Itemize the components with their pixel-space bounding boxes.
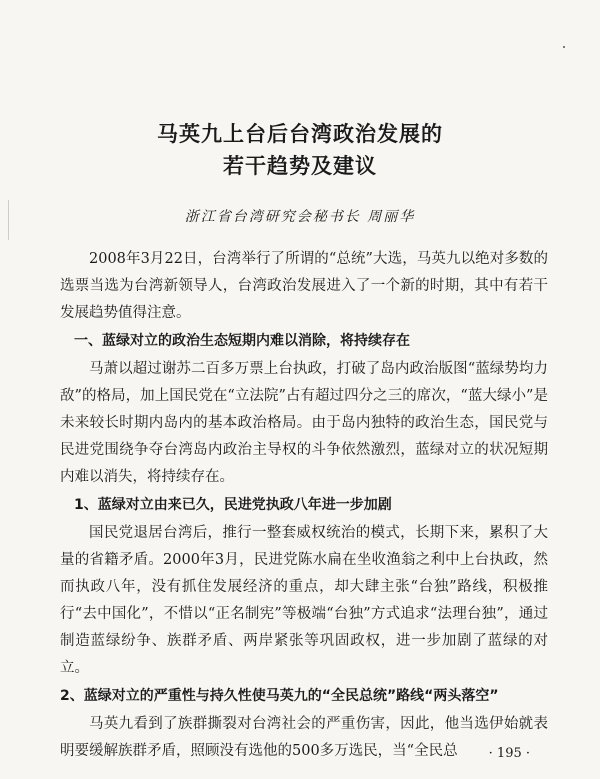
page-number: · 195 · [488,746,530,761]
subsection-2-heading: 2、蓝绿对立的严重性与持久性使马英九的“全民总统”路线“两头落空” [60,688,499,704]
author-line: 浙江省台湾研究会秘书长 周丽华 [184,209,416,225]
subsection-1-heading: 1、蓝绿对立由来已久，民进党执政八年进一步加剧 [74,497,392,513]
section-1-heading: 一、蓝绿对立的政治生态短期内难以消除，将持续存在 [74,333,410,349]
article-body [60,246,548,765]
section-1-paragraph: 马萧以超过谢苏二百多万票上台执政，打破了岛内政治版图“蓝绿势均力敌”的格局，加上国民党在“立法院”占有超过四分之三的席次，“蓝大绿小”是未来较长时期内岛内的基本政治格局。由于岛内独特的政治生态，国民党与民进党围绕争夺台湾岛内政治主导权的斗争依然激烈，蓝绿对立的状况短期内难以消失，将持续存在。 [60,361,548,485]
title-line-1: 马英九上台后台湾政治发展的 [157,122,443,146]
subsection-2-paragraph: 马英九看到了族群撕裂对台湾社会的严重伤害，因此，他当选伊始就表明要缓解族群矛盾，照顾没有选他的500多万选民，当“全民总 [60,716,548,759]
subsection-1-paragraph: 国民党退居台湾后，推行一整套威权统治的模式，长期下来，累积了大量的省籍矛盾。2000年3月，民进党陈水扁在坐收渔翁之利中上台执政，然而执政八年，没有抓住发展经济的重点，却大肆主张“台独”路线，积极推行“去中国化”，不惜以“正名制宪”等极端“台独”方式追求“法理台独”，通过制造蓝绿纷争、族群矛盾、两岸紧张等巩固政权，进一步加剧了蓝绿的对立。 [60,525,548,676]
scan-speck [563,46,565,48]
title-line-2: 若干趋势及建议 [223,154,377,178]
intro-paragraph: 2008年3月22日，台湾举行了所谓的“总统”大选，马英九以绝对多数的选票当选为台湾新领导人，台湾政治发展进入了一个新的时期，其中有若干发展趋势值得注意。 [60,251,548,321]
